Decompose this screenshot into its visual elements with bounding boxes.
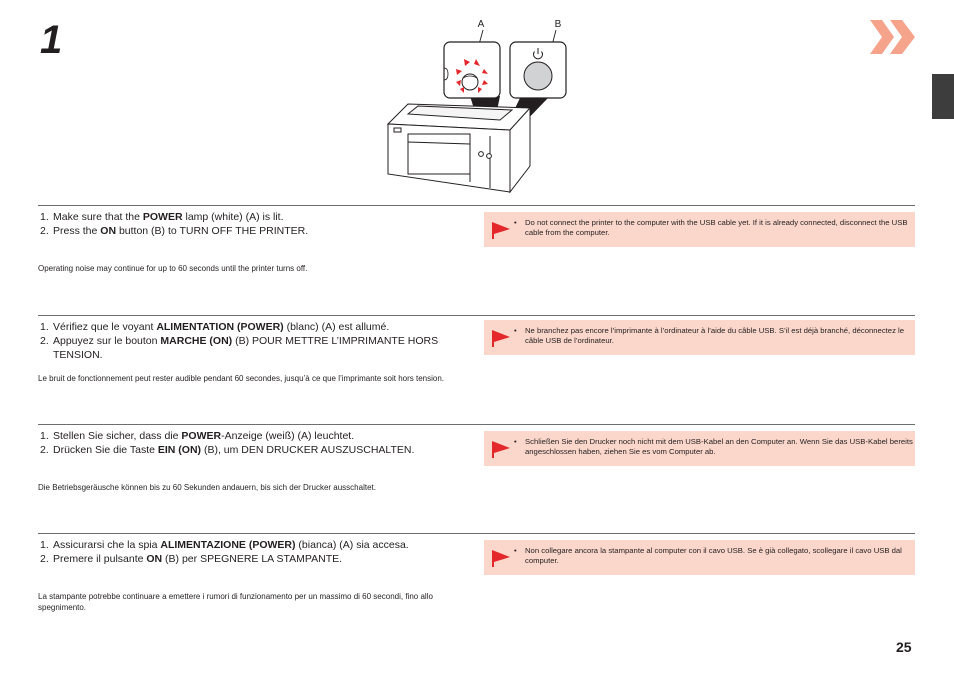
step-number: 1 [40, 18, 61, 62]
warning-text: • Do not connect the printer to the computer with the USB cable yet. If it is already connected, disconnect the USB cable from the computer. [514, 218, 908, 237]
power-lamp-zoom [444, 42, 500, 98]
warning-text: • Schließen Sie den Drucker noch nicht mit dem USB-Kabel an den Computer an. Wenn Sie das USB-Kabel bereits angeschlossen haben, ziehen Sie es vom Computer ab. [514, 437, 913, 456]
next-page-arrows-icon[interactable] [868, 18, 918, 56]
step-item: 1. Stellen Sie sicher, dass die POWER-Anzeige (weiß) (A) leuchtet. [40, 430, 355, 442]
warning-box [484, 540, 915, 575]
step-item: 1. Vérifiez que le voyant ALIMENTATION (POWER) (blanc) (A) est allumé. [40, 321, 390, 333]
warning-text: • Ne branchez pas encore l’imprimante à l’ordinateur à l’aide du câble USB. S’il est déjà branché, déconnectez le câble USB de l’ordinateur. [514, 326, 905, 345]
step-list [38, 430, 478, 458]
section-tab [932, 74, 954, 119]
warning-flag-icon [490, 549, 512, 567]
operating-note: Die Betriebsgeräusche können bis zu 60 Sekunden andauern, bis sich der Drucker ausschaltet. [38, 483, 376, 492]
section-divider [38, 205, 915, 206]
power-button-zoom [510, 42, 566, 98]
operating-note: Operating noise may continue for up to 60 seconds until the printer turns off. [38, 264, 308, 273]
label-a: A [477, 19, 485, 30]
step-item: 2. Drücken Sie die Taste EIN (ON) (B), um DEN DRUCKER AUSZUSCHALTEN. [40, 444, 415, 456]
printer-illustration [380, 14, 580, 196]
warning-flag-icon [490, 329, 512, 347]
warning-text: • Non collegare ancora la stampante al computer con il cavo USB. Se è già collegato, scollegare il cavo USB dal computer. [514, 546, 902, 565]
step-item: 2. Premere il pulsante ON (B) per SPEGNERE LA STAMPANTE. [40, 553, 343, 565]
label-b: B [554, 19, 562, 30]
step-item: 1. Assicurarsi che la spia ALIMENTAZIONE (POWER) (bianca) (A) sia accesa. [40, 539, 409, 551]
step-item: 2. Appuyez sur le bouton MARCHE (ON) (B) POUR METTRE L’IMPRIMANTE HORS TENSION. [40, 335, 439, 361]
step-item: 2. Press the ON button (B) to TURN OFF THE PRINTER. [40, 225, 309, 237]
step-list [38, 539, 478, 567]
operating-note: La stampante potrebbe continuare a emettere i rumori di funzionamento per un massimo di 60 secondi, fino allo spegnimento. [38, 592, 433, 612]
section-divider [38, 315, 915, 316]
step-list [38, 211, 478, 239]
warning-box [484, 212, 915, 247]
printer-icon [388, 104, 530, 192]
warning-flag-icon [490, 221, 512, 239]
page-number: 25 [896, 639, 912, 655]
step-list [38, 321, 478, 362]
warning-box [484, 320, 915, 355]
section-divider [38, 424, 915, 425]
warning-flag-icon [490, 440, 512, 458]
step-item: 1. Make sure that the POWER lamp (white) (A) is lit. [40, 211, 284, 223]
section-divider [38, 533, 915, 534]
warning-box [484, 431, 915, 466]
operating-note: Le bruit de fonctionnement peut rester audible pendant 60 secondes, jusqu’à ce que l’imprimante soit hors tension. [38, 374, 445, 383]
